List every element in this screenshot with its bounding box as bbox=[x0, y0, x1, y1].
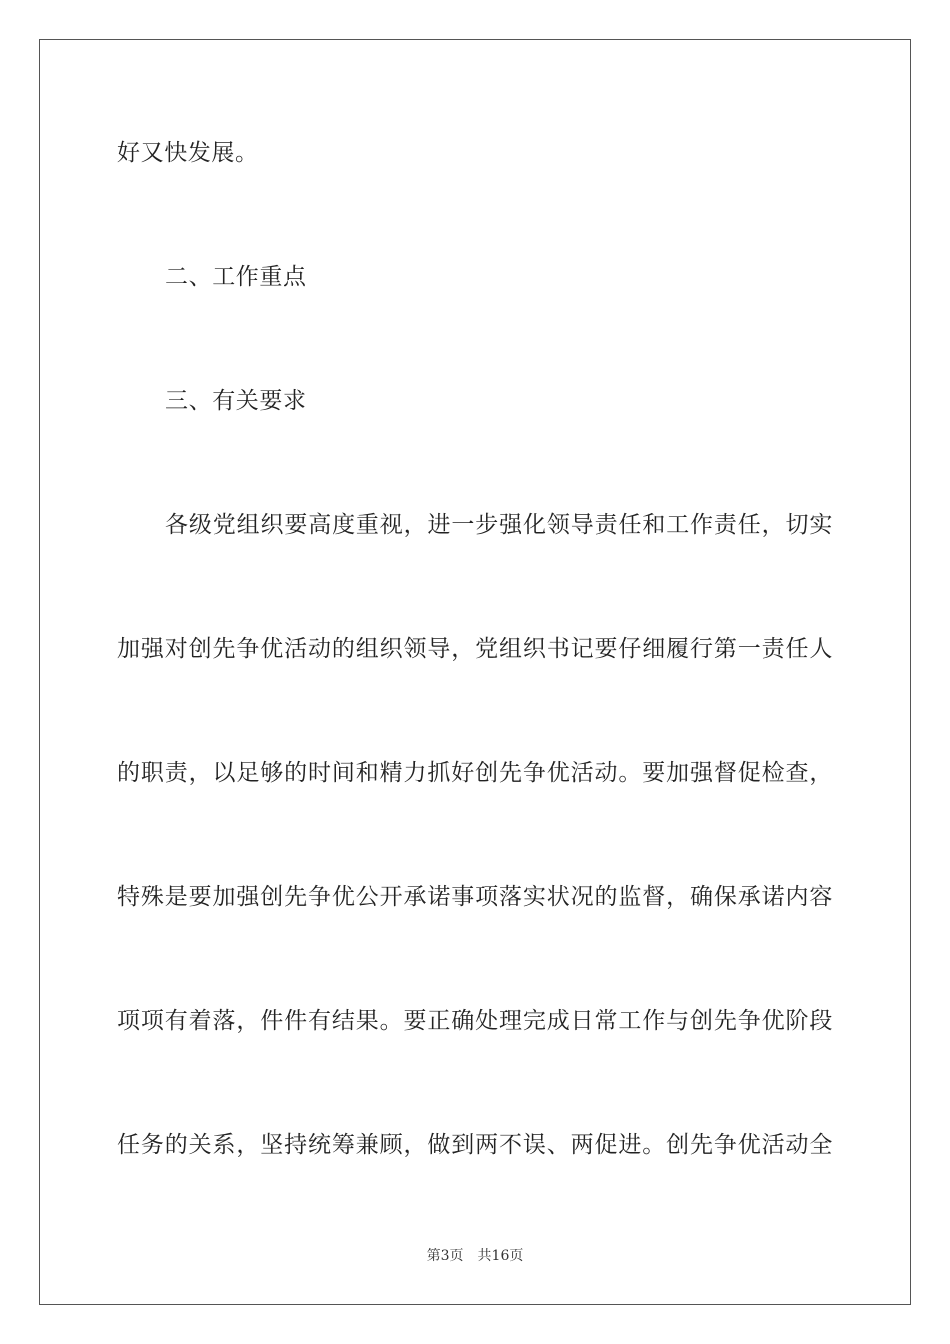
page-border bbox=[39, 39, 911, 1305]
page-total: 共16页 bbox=[477, 1248, 524, 1264]
text-line-1: 好又快发展。 bbox=[117, 140, 259, 166]
section-heading-3: 三、有关要求 bbox=[165, 388, 307, 414]
paragraph-line-6: 任务的关系，坚持统筹兼顾，做到两不误、两促进。创先争优活动全 bbox=[117, 1132, 833, 1158]
page-footer bbox=[0, 1247, 950, 1265]
paragraph-line-5: 项项有着落，件件有结果。要正确处理完成日常工作与创先争优阶段 bbox=[117, 1008, 833, 1034]
paragraph-line-1: 各级党组织要高度重视，进一步强化领导责任和工作责任，切实 bbox=[165, 512, 833, 538]
section-heading-2: 二、工作重点 bbox=[165, 264, 307, 290]
paragraph-line-3: 的职责，以足够的时间和精力抓好创先争优活动。要加强督促检查， bbox=[117, 760, 833, 786]
paragraph-line-4: 特殊是要加强创先争优公开承诺事项落实状况的监督，确保承诺内容 bbox=[117, 884, 833, 910]
paragraph-line-2: 加强对创先争优活动的组织领导，党组织书记要仔细履行第一责任人 bbox=[117, 636, 833, 662]
page-number: 第3页 bbox=[426, 1248, 464, 1264]
